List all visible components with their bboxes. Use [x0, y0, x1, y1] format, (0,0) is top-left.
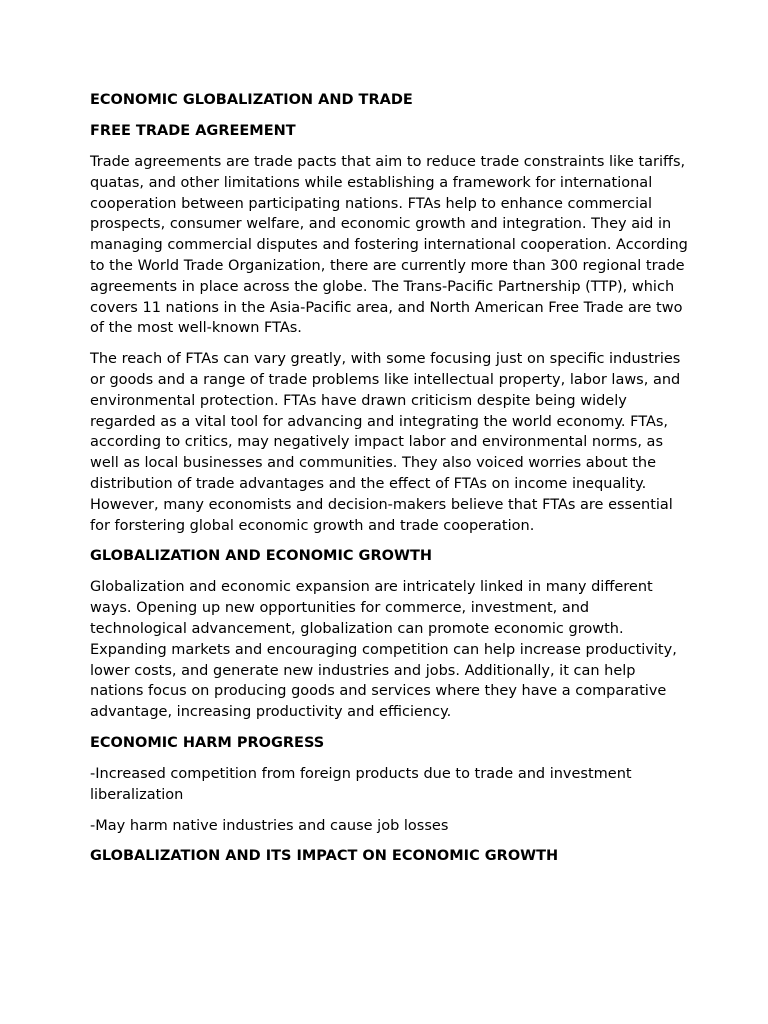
section-heading-globalization-growth: GLOBALIZATION AND ECONOMIC GROWTH — [90, 548, 432, 565]
paragraph-harm-job-losses: -May harm native industries and cause job losses — [90, 817, 449, 834]
section-heading-globalization-impact: GLOBALIZATION AND ITS IMPACT ON ECONOMIC GROWTH — [90, 848, 559, 865]
paragraph-globalization-growth: Globalization and economic expansion are intricately linked in many different ways. Opening up new opportunities for commerce, investment, and technological advancement, globalization can promote economic growth. Expanding markets and encouraging competition can help increase productivity, lower costs, and generate new industries and jobs. Additionally, it can help nations focus on producing goods and services where they have a comparative advantage, increasing productivity and efficiency. — [90, 579, 677, 721]
document-page — [90, 90, 690, 877]
paragraph-fta-intro: Trade agreements are trade pacts that aim to reduce trade constraints like tariffs, quatas, and other limitations while establishing a framework for international cooperation between participating nations. FTAs help to enhance commercial prospects, consumer welfare, and economic growth and integration. They aid in managing commercial disputes and fostering international cooperation. According to the World Trade Organization, there are currently more than 300 regional trade agreements in place across the globe. The Trans-Pacific Partnership (TTP), which covers 11 nations in the Asia-Pacific area, and North American Free Trade are two of the most well-known FTAs. — [90, 154, 688, 337]
document-title: ECONOMIC GLOBALIZATION AND TRADE — [90, 92, 413, 108]
section-heading-free-trade-agreement: FREE TRADE AGREEMENT — [90, 123, 296, 139]
paragraph-fta-reach: The reach of FTAs can vary greatly, with some focusing just on specific industries or goods and a range of trade problems like intellectual property, labor laws, and environmental protection. FTAs have drawn criticism despite being widely regarded as a vital tool for advancing and integrating the world economy. FTAs, according to critics, may negatively impact labor and environmental norms, as well as local businesses and communities. They also voiced worries about the distribution of trade advantages and the effect of FTAs on income inequality. However, many economists and decision-makers believe that FTAs are essential for forstering global economic growth and trade cooperation. — [90, 351, 681, 534]
section-heading-economic-harm: ECONOMIC HARM PROGRESS — [90, 734, 325, 751]
paragraph-harm-competition: -Increased competition from foreign products due to trade and investment liberalization — [90, 765, 632, 803]
